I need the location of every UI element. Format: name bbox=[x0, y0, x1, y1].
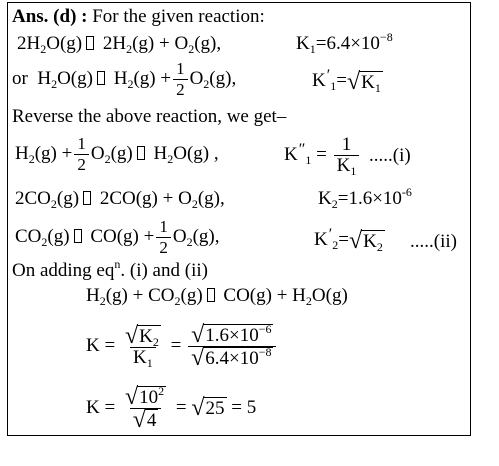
reverse-text: Reverse the above reaction, we get– bbox=[12, 106, 287, 127]
equilibrium-arrow-icon bbox=[137, 146, 145, 160]
reaction-1-equation: $2H_2O(g) 2H_2(g) + O_2(g)$, bbox=[17, 33, 222, 56]
reaction-5-equation: $CO_2(g) CO(g)$ + $\frac{1}{2}$ $O_2(g)$, bbox=[15, 217, 220, 257]
equation-tag-ii: .....(ii) bbox=[410, 231, 457, 252]
k1-prime-value: $K'_1=$ √ $K_1$ bbox=[312, 67, 381, 95]
k1-double-prime-value: $K''_1$ = $\frac{1}{K_1}$ bbox=[284, 135, 361, 176]
equilibrium-arrow-icon bbox=[74, 229, 82, 243]
equilibrium-arrow-icon bbox=[83, 191, 91, 205]
k1-value: $K_1=6.4\times 10^{-8}$ bbox=[296, 30, 393, 56]
equilibrium-arrow-icon bbox=[207, 288, 215, 302]
k-final-expression: K = √ $10^2$ √ 4 = √ 25 = 5 bbox=[86, 383, 257, 433]
equation-tag-i: .....(i) bbox=[369, 145, 411, 166]
equilibrium-arrow-icon bbox=[86, 36, 94, 50]
adding-text: On adding $eq^n$. (i) and (ii) bbox=[12, 257, 208, 281]
reaction-4-equation: $2CO_2(g) 2CO(g) + O_2(g)$, bbox=[15, 188, 225, 211]
k-ratio-expression: K = √ $K_2$ $K_1$ = √ $1.6\times 10^{-6}$ √ $6.4\times 10^{-8}$ bbox=[86, 322, 278, 370]
k2-value: $K_2=1.6\times 10^{-6}$ bbox=[318, 185, 412, 211]
k2-prime-value: $K'_2=$ √ $K_2$ bbox=[314, 226, 383, 254]
reaction-3-equation: $H_2(g)$ + $\frac{1}{2}$ $O_2(g)$ $H_2O(g)$ , bbox=[15, 134, 219, 174]
header-text: For the given reaction: bbox=[92, 6, 265, 27]
equilibrium-arrow-icon bbox=[97, 71, 105, 85]
answer-label: Ans. (d) : bbox=[12, 6, 88, 27]
combined-reaction: $H_2(g) + CO_2(g) CO(g) + H_2O(g)$ bbox=[86, 285, 348, 308]
reaction-2-equation: or $H_2O(g) H_2(g)$ + $\frac{1}{2}$ $O_2(g)$, bbox=[12, 59, 237, 99]
answer-header bbox=[12, 6, 265, 28]
final-answer: = 5 bbox=[231, 397, 257, 418]
